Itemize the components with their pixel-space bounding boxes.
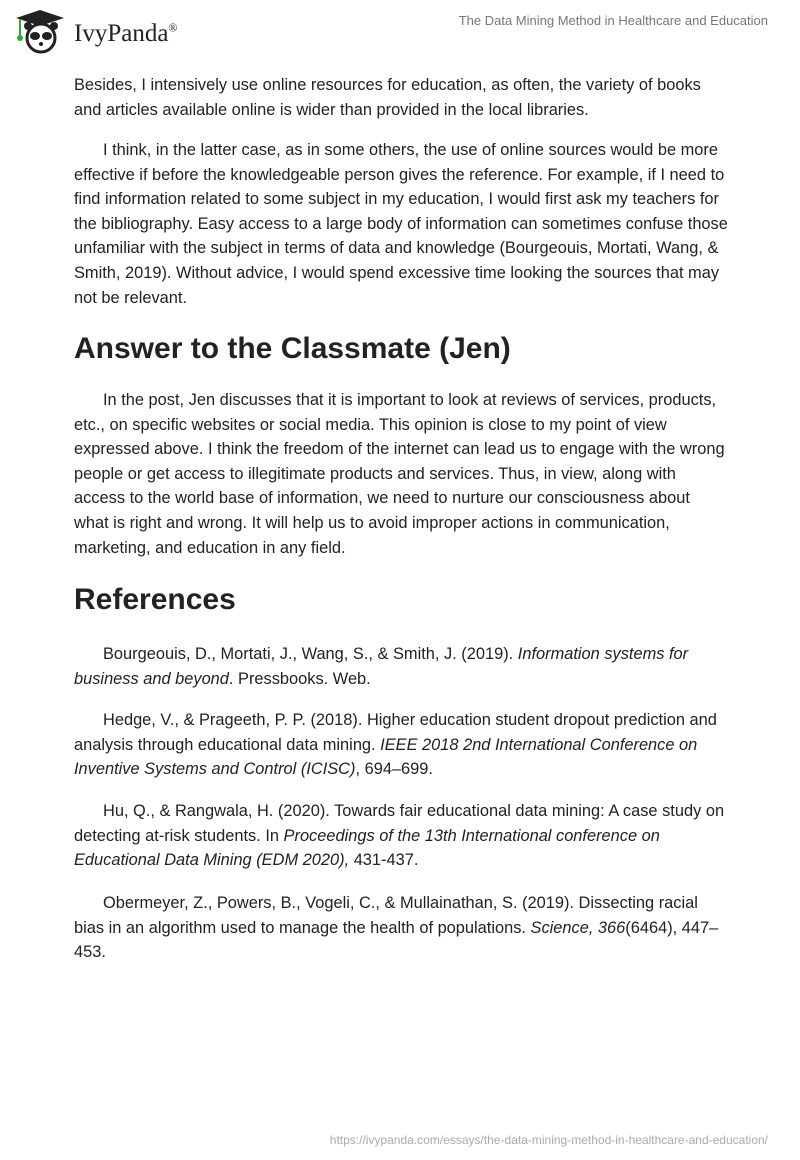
ivypanda-logo[interactable] xyxy=(12,8,178,54)
reference-item: Bourgeouis, D., Mortati, J., Wang, S., & Smith, J. (2019). Information systems for business and beyond. Pressbooks. Web. xyxy=(74,645,689,688)
paragraph: In the post, Jen discusses that it is important to look at reviews of services, products, etc., on specific websites or social media. This opinion is close to my point of view expressed above. I think the freedom of the internet can lead us to engage with the wrong people or get access to illegitimate products and services. Thus, in view, along with access to the world base of information, we need to nurture our consciousness about what is right and wrong. It will help us to avoid improper actions in communication, marketing, and education in any field. xyxy=(74,391,725,557)
section-heading-references: References xyxy=(74,583,236,616)
paragraph: Besides, I intensively use online resources for education, as often, the variety of books and articles available online is wider than provided in the local libraries. xyxy=(74,76,701,119)
document-title: The Data Mining Method in Healthcare and Education xyxy=(458,13,768,28)
panda-graduate-icon xyxy=(12,8,68,54)
reference-item: Hu, Q., & Rangwala, H. (2020). Towards fair educational data mining: A case study on detecting at-risk students. In Proceedings of the 13th International conference on Educational Data Mining (EDM 2020), 431-437. xyxy=(74,802,725,870)
reference-item: Hedge, V., & Prageeth, P. P. (2018). Higher education student dropout prediction and analysis through educational data mining. IEEE 2018 2nd International Conference on Inventive Systems and Control (ICISC), 694–699. xyxy=(74,711,717,779)
registered-mark: ® xyxy=(168,20,178,35)
footer-url[interactable]: https://ivypanda.com/essays/the-data-mining-method-in-healthcare-and-education/ xyxy=(329,1133,768,1147)
section-heading-answer: Answer to the Classmate (Jen) xyxy=(74,332,511,365)
logo-text: IvyPanda xyxy=(74,20,169,47)
reference-item: Obermeyer, Z., Powers, B., Vogeli, C., & Mullainathan, S. (2019). Dissecting racial bias in an algorithm used to manage the health of populations. Science, 366(6464), 447–453. xyxy=(74,894,719,962)
paragraph: I think, in the latter case, as in some others, the use of online sources would be more effective if before the knowledgeable person gives the reference. For example, if I need to find information related to some subject in my education, I would first ask my teachers for the bibliography. Easy access to a large body of information can sometimes confuse those unfamiliar with the subject in terms of data and knowledge (Bourgeouis, Mortati, Wang, & Smith, 2019). Without advice, I would spend excessive time looking the sources that may not be relevant. xyxy=(74,141,728,307)
